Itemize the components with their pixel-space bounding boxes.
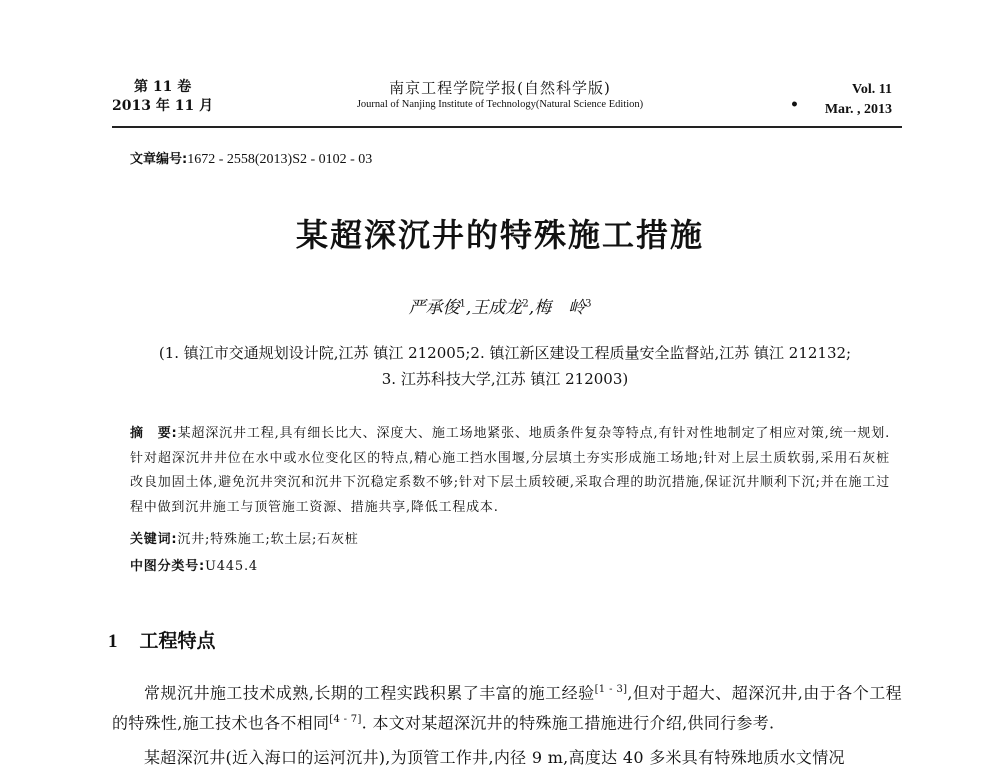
author-affil-mark: 2 [522,298,529,310]
paper-title: 某超深沉井的特殊施工措施 [295,216,704,254]
issue-date-cn: 2013 年 11 月 [112,98,214,114]
header-mark: • [790,97,799,113]
body-paragraph: 常规沉井施工技术成熟,长期的工程实践积累了丰富的施工经验[1 - 3],但对于超大、超深沉井,由于各个工程的特殊性,施工技术也各不相同[4 - 7]. 本文对某超深沉井的特殊施工措施进行介绍,供同行参考. [112,683,902,733]
author-affil-mark: 1 [459,298,466,310]
article-number-value: 1672 - 2558(2013)S2 - 0102 - 03 [187,152,373,167]
author-affil-mark: 3 [585,298,592,310]
citation-ref: [1 - 3] [594,684,628,695]
keywords [130,528,359,547]
affiliation-line: 3. 江苏科技大学,江苏 镇江 212003) [381,370,629,388]
affiliations [100,340,910,392]
section-heading [108,626,216,653]
header-left [112,78,213,116]
affiliation-line: (1. 镇江市交通规划设计院,江苏 镇江 212005;2. 镇江新区建设工程质量安全监督站,江苏 镇江 212132; [158,344,852,362]
abstract [130,422,890,520]
clc-label: 中图分类号: [130,559,205,574]
abstract-text: 某超深沉井工程,具有细长比大、深度大、施工场地紧张、地质条件复杂等特点,有针对性地制定了相应对策,统一规划. 针对超深沉井井位在水中或水位变化区的特点,精心施工挡水围堰,分层填土夯实形成施工场地;针对上层土质软弱,采用石灰桩改良加固土体,避免沉井突沉和沉井下沉稳定系数不够;针对下层土质较硬,采取合理的助沉措施,保证沉井顺利下沉;并在施工过程中做到沉井施工与顶管施工资源、措施共享,降低工程成本. [130,426,891,515]
keywords-label: 关键词: [130,532,178,547]
volume-en: Vol. 11 [852,82,892,97]
author-name: 梅 岭 [534,298,586,318]
section-number: 1 [108,631,118,652]
journal-name-en: Journal of Nanjing Institute of Technology(Natural Science Edition) [356,99,644,110]
classification-number [130,555,258,574]
body-paragraph: 某超深沉井(近入海口的运河沉井),为顶管工作井,内径 9 m,高度达 40 多米具有特殊地质水文情况 [144,747,845,767]
citation-ref: [4 - 7] [329,714,362,726]
section-body [112,676,902,771]
article-number-label: 文章编号: [130,152,188,167]
clc-value: U445.4 [205,559,258,574]
header-right [825,80,892,120]
author-list: 严承俊$^1$,王成龙$^2$,梅 岭$^3$ [408,298,592,318]
section-title: 工程特点 [139,630,216,652]
journal-name-cn: 南京工程学院学报(自然科学版) [389,79,611,97]
article-number [130,148,372,168]
issue-date-en: Mar. , 2013 [824,102,892,117]
header-journal [280,78,720,112]
volume-label: 第 11 卷 [134,79,192,95]
abstract-label: 摘 要: [130,426,178,441]
author-name: 王成龙 [471,298,523,318]
keywords-text: 沉井;特殊施工;软土层;石灰桩 [177,532,359,547]
header-rule [112,126,902,128]
author-name: 严承俊 [408,298,460,318]
